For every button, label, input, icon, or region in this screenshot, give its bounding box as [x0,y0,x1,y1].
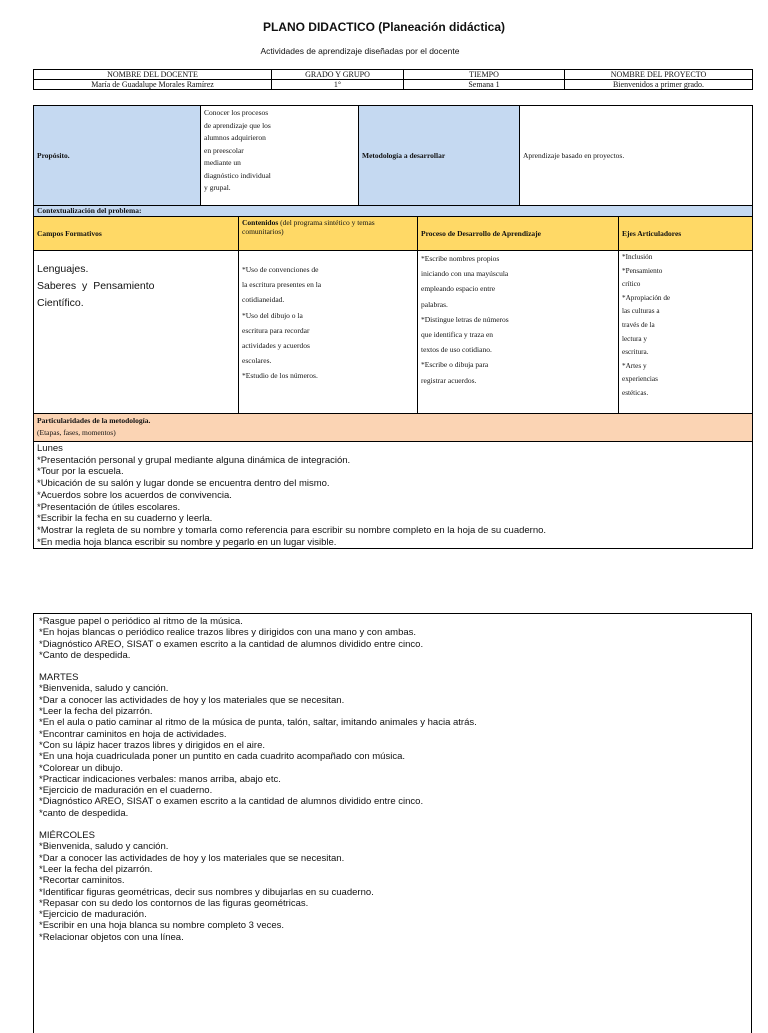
activity-line: *Encontrar caminitos en hoja de actividades. [39,728,227,740]
ejes-line: *Inclusión [622,253,653,261]
activity-line: *Repasar con su dedo los contornos de las figuras geométricas. [39,897,309,909]
campos-content [34,251,239,414]
proposito-line: alumnos adquirieron [204,133,266,142]
proposito-line: diagnóstico individual [204,170,271,180]
proposito-line: Conocer los procesos [204,108,269,117]
proposito-line [204,145,312,158]
campos-line: Científico. [37,297,84,309]
activity-line: *Ejercicio de maduración en el cuaderno. [39,785,213,797]
activity-line: *Bienvenida, saludo y canción. [39,683,169,695]
metodologia-label: Metodología a desarrollar [359,106,520,206]
lunes-line: *Presentación de útiles escolares. [37,501,181,513]
ejes-line: experiencias [622,375,658,384]
lunes-line: *Presentación personal y grupal mediante alguna dinámica de integración. [37,454,351,466]
ejes-line: crítico [622,280,641,289]
contenidos-line: escolares. [242,356,272,366]
lunes-line: *Escribir la fecha en su cuaderno y leerla. [37,513,213,525]
proceso-line: empleando espacio entre [421,284,496,294]
activity-line: *Practicar indicaciones verbales: manos arriba, abajo etc. [39,773,281,785]
ejes-line: las culturas a [622,307,660,316]
proceso-line: registrar acuerdos. [421,375,477,385]
header-proyecto: NOMBRE DEL PROYECTO [565,70,753,80]
activity-line: *Ejercicio de maduración. [39,909,147,921]
martes-section [39,672,746,819]
value-docente: María de Guadalupe Morales Ramírez [34,80,272,90]
proceso-line: iniciando con una mayúscula [421,269,509,279]
activities-continued [33,613,752,1033]
proceso-line: textos de uso cotidiano. [421,345,492,355]
document-title: PLANO DIDACTICO (Planeación didáctica) [262,20,506,34]
contextualizacion-label: Contextualización del problema: [34,206,753,217]
contenidos-content [239,251,418,414]
activity-line: *Leer la fecha del pizarrón. [39,706,153,718]
lunes-line: Lunes [37,443,63,454]
ejes-line: través de la [622,320,655,329]
proceso-line: palabras. [421,299,448,309]
lunes-line: *Ubicación de su salón y lugar donde se encuentra dentro del mismo. [37,478,330,490]
lunes-line: *En media hoja blanca escribir su nombre y pegarlo en un lugar visible. [37,536,337,548]
contenidos-header-bold: Contenidos [242,218,279,227]
contenidos-line: cotidianeidad. [242,295,285,305]
proceso-header: Proceso de Desarrollo de Aprendizaje [418,217,619,251]
activity-line: *Diagnóstico AREO, SISAT o examen escrito a la cantidad de alumnos dividido entre cinco. [39,796,424,808]
contenidos-header [239,217,418,251]
value-tiempo: Semana 1 [404,80,565,90]
contenidos-line: escritura para recordar [242,325,310,335]
proposito-value [201,106,359,206]
header-grado: GRADO Y GRUPO [272,70,404,80]
proposito-line: y grupal. [204,183,231,192]
ejes-header: Ejes Articuladores [619,217,753,251]
contenidos-line: actividades y acuerdos [242,341,310,351]
proceso-content [418,251,619,414]
day-heading: MARTES [39,672,79,684]
lunes-line: *Tour por la escuela. [37,466,124,478]
ejes-line: lectura y [622,334,647,343]
activity-line: *En el aula o patio caminar al ritmo de la música de punta, talón, saltar, imitando animales y hacia atrás. [39,717,477,729]
proposito-line: de aprendizaje que los [204,120,271,130]
activity-line: *Leer la fecha del pizarrón. [39,863,153,875]
header-tiempo: TIEMPO [404,70,565,80]
ejes-line: *Artes y [622,361,647,370]
header-table [33,69,753,90]
contenidos-line: la escritura presentes en la [242,280,322,290]
lunes-activities [34,442,753,549]
activity-line: *Escribir en una hoja blanca su nombre completo 3 veces. [39,920,285,932]
value-proyecto: Bienvenidos a primer grado. [565,80,753,90]
header-docente: NOMBRE DEL DOCENTE [34,70,272,80]
activity-line: *Canto de despedida. [39,649,131,661]
miercoles-section [39,830,746,943]
activity-line: *canto de despedida. [39,807,129,819]
campos-line: Saberes y Pensamiento [37,280,155,292]
activity-line: *Con su lápiz hacer trazos libres y dirigidos en el aire. [39,739,265,751]
proceso-line: que identifica y traza en [421,330,494,340]
activity-line: *Identificar figuras geométricas, decir sus nombres y dibujarlas en su cuaderno. [39,886,374,898]
activity-line: *Dar a conocer las actividades de hoy y los materiales que se necesitan. [39,852,345,864]
proceso-line: *Escribe o dibuja para [421,360,489,370]
lunes-continued [39,616,746,661]
proceso-line: *Escribe nombres propios [421,254,500,263]
contenidos-header-rest: (del programa sintético y temas comunitarios) [242,218,375,236]
plan-table [33,105,753,549]
proceso-line: *Distingue letras de números [421,314,509,324]
day-heading: MIÉRCOLES [39,830,95,842]
particularidades-label: Particularidades de la metodología. [37,416,151,425]
ejes-line: *Apropiación de [622,293,671,302]
campos-line: Lenguajes. [37,263,89,275]
activity-line: *En hojas blancas o periódico realice trazos libres y dirigidos con una mano y con ambas. [39,627,417,639]
ejes-content [619,251,753,414]
activity-line: *Relacionar objetos con una línea. [39,931,184,943]
contenidos-line: *Estudio de los números. [242,371,318,381]
activity-line: *Dar a conocer las actividades de hoy y los materiales que se necesitan. [39,694,345,706]
particularidades-sub: (Etapas, fases, momentos) [37,428,116,437]
lunes-line: *Mostrar la regleta de su nombre y tomarla como referencia para escribir su nombre completo en la hoja de su cuaderno. [37,524,547,536]
ejes-line: estéticas. [622,388,649,397]
metodologia-value: Aprendizaje basado en proyectos. [520,106,753,206]
activity-line: *Bienvenida, saludo y canción. [39,841,169,853]
particularidades-cell [34,414,753,442]
activity-line: *Recortar caminitos. [39,875,125,887]
contenidos-line: *Uso del dibujo o la [242,310,303,320]
contenidos-line: *Uso de convenciones de [242,265,319,274]
activity-line: *Diagnóstico AREO, SISAT o examen escrito a la cantidad de alumnos dividido entre cinco. [39,638,424,650]
proposito-line: mediante un [204,158,241,167]
ejes-line: escritura. [622,348,649,357]
activity-line: *Colorear un dibujo. [39,762,123,774]
activity-line: *En una hoja cuadriculada poner un puntito en cada cuadrito acompañado con música. [39,751,406,763]
proposito-label: Propósito. [34,106,201,206]
value-grado: 1° [272,80,404,90]
ejes-line: *Pensamiento [622,266,663,275]
lunes-line: *Acuerdos sobre los acuerdos de convivencia. [37,489,232,501]
activity-line: *Rasgue papel o periódico al ritmo de la música. [39,616,243,627]
proposito-line-text: en preescolar [204,145,244,155]
campos-header: Campos Formativos [34,217,239,251]
document-subtitle: Actividades de aprendizaje diseñadas por el docente [260,46,460,56]
